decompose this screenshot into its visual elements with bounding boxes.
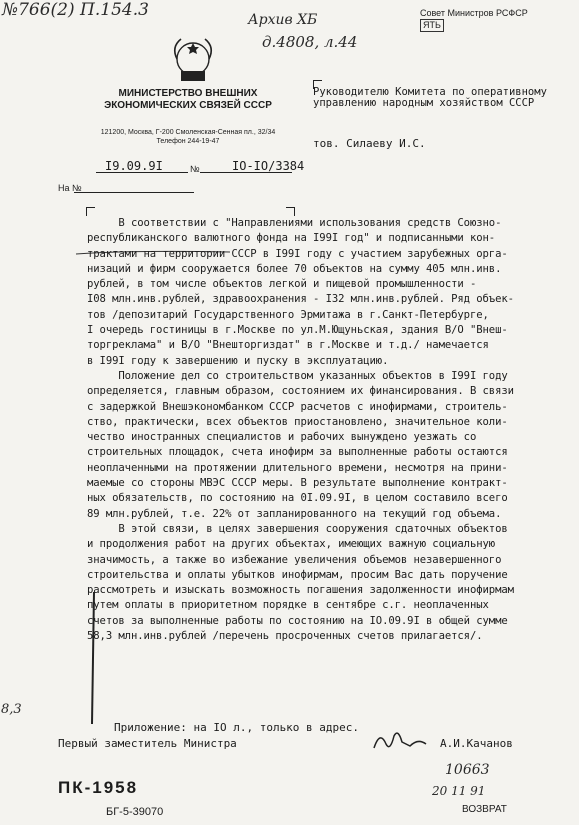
reply-to-label: На № [58, 183, 82, 193]
body-line: низаций и фирм сооружается более 70 объектов на сумму 405 млн.инв. [87, 262, 502, 275]
body-line: I очередь гостиницы в г.Москве по ул.М.Ющуньская, здания В/О "Внеш- [87, 324, 508, 337]
handwritten-margin-number: 8,3 [1, 702, 22, 717]
handwritten-file-reference: д.4808, л.44 [262, 33, 358, 51]
handwritten-archive-note: Архив ХБ [248, 12, 318, 28]
body-line: I08 млн.инв.рублей, здравоохранения - I32 млн.инв.рублей. Ряд объек- [87, 293, 514, 306]
body-line: счетов за выполненные работы по состоянию на IO.09.9I в общей сумме [87, 614, 508, 627]
ministry-name: МИНИСТЕРСТВО ВНЕШНИХ ЭКОНОМИЧЕСКИХ СВЯЗЕЙ СССР [104, 88, 272, 111]
body-corner-mark-right [286, 207, 295, 216]
number-label: № [190, 164, 200, 174]
body-line: и продолжения работ на других объектах, имеющих важную социальную [87, 538, 496, 551]
body-line: чество иностранных специалистов и рабочих вынуждено уезжать со [87, 431, 477, 444]
signatory-title: Первый заместитель Министра [58, 737, 237, 750]
handwritten-registration-number: 10663 [445, 762, 490, 778]
body-line: с задержкой Внешэкономбанком СССР расчетов с инофирмами, строитель- [87, 400, 508, 413]
council-stamp [420, 8, 528, 32]
body-line: рублей, в том числе объектов легкой и пищевой промышленности - [87, 278, 477, 291]
body-line: торгреклама" и В/О "Внешторгиздат" в г.Москве и т.д./ намечается [87, 339, 489, 352]
reply-to-underline [74, 192, 194, 193]
registry-code: ПК-1958 [58, 778, 139, 797]
handwritten-signature [370, 726, 430, 754]
stamp-line-2: ЯТЬ [420, 19, 444, 32]
body-line: ство, практически, всех объектов приостановлено, значительное коли- [87, 415, 508, 428]
registry-code-secondary: БГ-5-39070 [106, 806, 164, 818]
addressee-name: тов. Силаеву И.С. [313, 137, 426, 150]
signatory-name: А.И.Качанов [440, 737, 513, 750]
body-line: республиканского валютного фонда на I99I год" и подписанными кон- [87, 232, 496, 245]
body-line: рассмотреть и изыскать возможность погашения задолженности инофирмам [87, 584, 514, 597]
body-line: трактами на территории СССР в I99I году с участием зарубежных орга- [87, 247, 508, 260]
body-line: определяется, главным образом, состоянием их финансирования. В связи [87, 385, 514, 398]
body-line: маемые со стороны МВЭС СССР меры. В результате выполнение контракт- [87, 477, 508, 490]
body-line: значимость, а также во избежание увеличения объемов незавершенного [87, 553, 502, 566]
handwritten-registration-date: 20 11 91 [432, 784, 486, 798]
stamp-line-1: Совет Министров РСФСР [420, 8, 528, 18]
addressee-title: Руководителю Комитета по оперативному управлению народным хозяйством СССР [313, 86, 547, 109]
body-line: Положение дел со строительством указанных объектов в I99I году [87, 369, 508, 382]
body-line: ных обязательств, по состоянию на 0I.09.9I, в целом составило всего [87, 492, 508, 505]
body-line: 58,3 млн.инв.рублей /перечень просроченных счетов прилагается/. [87, 630, 483, 643]
ussr-emblem-icon [163, 33, 223, 85]
body-line: строительных площадок, счета инофирм за выполненные работы остаются [87, 446, 508, 459]
letter-body [87, 216, 574, 644]
body-line: в I99I году к завершению и пуску в эксплуатацию. [87, 354, 389, 367]
attachment-note: Приложение: на IO л., только в адрес. [114, 721, 360, 734]
handwritten-archive-number: №766(2) П.154.3 [2, 0, 149, 20]
return-stamp: ВОЗВРАТ [462, 804, 507, 815]
body-line: путем оплаты в приоритетном порядке в сентябре с.г. неоплаченных [87, 599, 489, 612]
body-line: В соответствии с "Направлениями использования средств Союзно- [87, 217, 502, 229]
body-line: строительства и оплаты убытков инофирмам, просим Вас дать поручение [87, 568, 508, 581]
body-line: 89 млн.рублей, т.е. 22% от запланированного на текущий год объема. [87, 507, 502, 520]
document-number: IO-IO/3384 [232, 159, 305, 173]
document-date: I9.09.9I [105, 159, 163, 173]
date-underline [96, 172, 188, 173]
body-corner-mark-left [86, 207, 95, 216]
body-line: тов /депозитарий Государственного Эрмитажа в г.Санкт-Петербурге, [87, 308, 489, 321]
body-line: В этой связи, в целях завершения сооружения сдаточных объектов [87, 522, 508, 535]
ministry-address: 121200, Москва, Г-200 Смоленская-Сенная пл., 32/34 Телефон 244-19-47 [100, 129, 276, 145]
number-underline [200, 172, 292, 173]
body-line: неоплаченными на протяжении длительного времени, несмотря на прини- [87, 461, 508, 474]
